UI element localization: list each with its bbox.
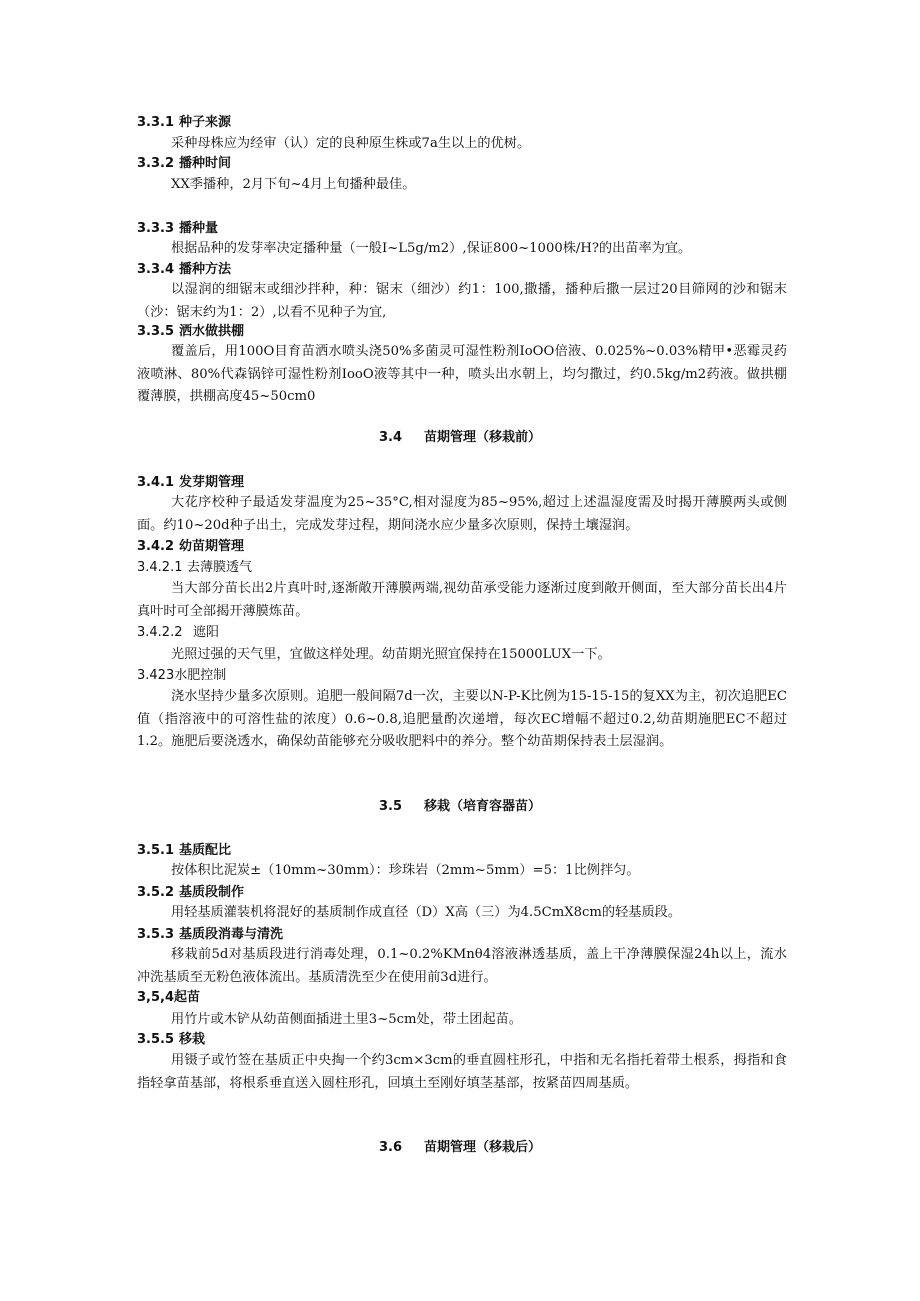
- heading-title: 基质段制作: [179, 885, 245, 900]
- section-number: 3.4: [378, 430, 402, 445]
- section-title: 移栽（培育容器苗）: [424, 799, 542, 814]
- section-number: 3.6: [378, 1140, 402, 1155]
- paragraph-3-5-1: 按体积比泥炭±（10mm~30mm）：珍珠岩（2mm~5mm）=5：1比例拌匀。: [171, 863, 640, 878]
- paragraph-3-5-2: 用轻基质灌装机将混好的基质制作成直径（D）X高（三）为4.5CmX8cm的轻基质段。: [171, 905, 682, 920]
- section-number: 3.5: [378, 799, 402, 814]
- heading-title: 种子来源: [179, 115, 232, 130]
- heading-3-3-5: [137, 322, 244, 342]
- heading-3-5-2: [137, 883, 244, 903]
- heading-number: 3.4.2.1: [137, 560, 183, 575]
- heading-3-4-2: [137, 537, 244, 557]
- heading-3-5-1: [137, 841, 231, 861]
- paragraph-3-5-5: 用镊子或竹签在基质正中央掏一个约3cm×3cm的垂直圆柱形孔，中指和无名指托着带土根系，拇指和食指轻拿苗基部，将根系垂直送入圆柱形孔，回填土至刚好填茎基部，按紧苗四周基质。: [137, 1053, 787, 1091]
- paragraph-3-3-5: 覆盖后，用100O目育苗洒水喷头浇50%多菌灵可湿性粉剂IoOO倍液、0.025%~0.03%精甲•恶霉灵药液喷淋、80%代森锅锌可湿性粉剂IooO液等其中一种，喷头出水朝上，均匀撒过，约0.5kg∕m2药液。做拱棚覆薄膜，拱棚高度45~50cm0: [137, 344, 787, 404]
- heading-number: 3.4.2.2: [137, 625, 183, 640]
- heading-title: 起苗: [174, 990, 201, 1005]
- heading-number: 3.4.1: [137, 475, 175, 490]
- heading-title: 播种时间: [179, 156, 232, 171]
- heading-number: 3.4.2: [137, 539, 175, 554]
- heading-3-4-1: [137, 473, 244, 493]
- heading-3-3-4: [137, 260, 231, 280]
- paragraph-3-4-2-1: 当大部分苗长出2片真叶时,逐渐敞开薄膜两端,视幼苗承受能力逐渐过度到敞开侧面，至大部分苗长出4片真叶时可全部揭开薄膜炼苗。: [137, 581, 787, 619]
- paragraph-3-3-2: XX季播种，2月下旬~4月上旬播种最佳。: [171, 177, 416, 192]
- paragraph-3-4-1: 大花序校种子最适发芽温度为25~35°C,相对湿度为85~95%,超过上述温湿度需及时揭开薄膜两头或侧面。约10~20d种子出土，完成发芽过程，期间浇水应少量多次原则，保持土壤湿润。: [137, 495, 787, 533]
- heading-3-3-1: [137, 113, 231, 133]
- heading-title: 去薄膜透气: [187, 560, 253, 575]
- heading-3-5-4: [137, 988, 200, 1008]
- heading-title: 播种方法: [179, 262, 232, 277]
- heading-number: 3.3.2: [137, 156, 175, 171]
- heading-3-4-2-2: [137, 623, 219, 643]
- section-heading-3-5: [0, 797, 920, 817]
- paragraph-3-4-2-2: 光照过强的天气里，宜做这样处理。幼苗期光照宜保持在15000LUX一下。: [171, 647, 611, 662]
- paragraph-3-3-3: 根据品种的发芽率决定播种量（一般I~L5g∕m2）,保证800~1000株/H?的出苗率为宜。: [171, 241, 692, 256]
- paragraph-3-5-3: 移栽前5d对基质段进行消毒处理，0.1~0.2%KMnθ4溶液淋透基质，盖上干净薄膜保湿24h以上，流水冲洗基质至无粉色液体流出。基质清洗至少在使用前3d进行。: [137, 947, 787, 985]
- heading-title: 遮阳: [193, 625, 220, 640]
- heading-title: 移栽: [179, 1032, 206, 1047]
- section-title: 苗期管理（移栽前）: [424, 430, 542, 445]
- heading-number: 3.5.2: [137, 885, 175, 900]
- section-heading-3-6: [0, 1138, 920, 1158]
- paragraph-3-5-4: 用竹片或木铲从幼苗侧面插进土里3~5cm处，带土团起苗。: [171, 1012, 523, 1027]
- heading-title: 水肥控制: [174, 668, 227, 683]
- heading-number: 3.5.5: [137, 1032, 175, 1047]
- section-title: 苗期管理（移栽后）: [424, 1140, 542, 1155]
- heading-title: 基质段消毒与清洗: [179, 927, 284, 942]
- heading-number: 3.423: [137, 668, 175, 683]
- heading-3-3-3: [137, 219, 218, 239]
- heading-number: 3.3.3: [137, 221, 175, 236]
- heading-number: 3,5,4: [137, 990, 175, 1005]
- heading-3-4-2-1: [137, 558, 252, 578]
- paragraph-3-3-1: 采种母株应为经审（认）定的良种原生株或7a生以上的优树。: [171, 136, 531, 151]
- paragraph-3-3-4: 以湿润的细锯末或细沙拌种，种：锯末（细沙）约1：100,撒播，播种后撒一层过20目筛网的沙和锯末（沙：锯末约为1：2）,以看不见种子为宜,: [137, 282, 787, 320]
- section-heading-3-4: [0, 428, 920, 448]
- heading-title: 发芽期管理: [179, 475, 245, 490]
- heading-title: 洒水做拱棚: [179, 324, 245, 339]
- heading-title: 播种量: [179, 221, 219, 236]
- heading-3-5-3: [137, 925, 283, 945]
- heading-number: 3.5.3: [137, 927, 175, 942]
- heading-3-4-2-3: [137, 666, 226, 686]
- heading-number: 3.5.1: [137, 843, 175, 858]
- heading-number: 3.3.5: [137, 324, 175, 339]
- heading-title: 基质配比: [179, 843, 232, 858]
- heading-number: 3.3.4: [137, 262, 175, 277]
- heading-3-3-2: [137, 154, 231, 174]
- heading-number: 3.3.1: [137, 115, 175, 130]
- heading-title: 幼苗期管理: [179, 539, 245, 554]
- paragraph-3-4-2-3: 浇水坚持少量多次原则。追肥一般间隔7d一次，主要以N-P-K比例为15-15-15的复XX为主，初次追肥EC值（指溶液中的可溶性盐的浓度）0.6~0.8,追肥量酌次递增，每次EC增幅不超过0.2,幼苗期施肥EC不超过1.2。施肥后要浇透水，确保幼苗能够充分吸收肥料中的养分。整个幼苗期保持表土层湿润。: [137, 689, 787, 749]
- heading-3-5-5: [137, 1030, 205, 1050]
